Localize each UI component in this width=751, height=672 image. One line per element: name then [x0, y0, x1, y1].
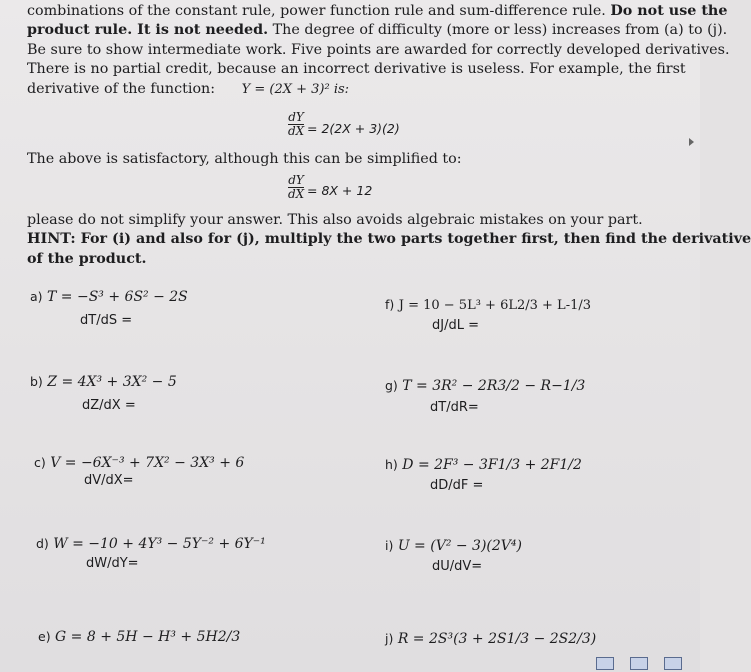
scroll-arrow-icon: [689, 138, 694, 146]
problem-h: h) D = 2F³ − 3F1/3 + 2F1/2: [385, 457, 582, 473]
example-function: Y = (2X + 3)² is:: [241, 81, 350, 97]
problem-j: j) R = 2S³(3 + 2S1/3 − 2S2/3): [385, 631, 597, 647]
problem-b: b) Z = 4X³ + 3X² − 5: [30, 374, 177, 390]
problem-d: d) W = −10 + 4Y³ − 5Y⁻² + 6Y⁻¹: [36, 536, 266, 552]
hint-block: [27, 211, 751, 269]
app-icon[interactable]: [664, 657, 682, 670]
intro-line-2: The degree of difficulty (more or less) increases from (a) to (j).: [272, 22, 728, 39]
answer-prompt-g: dT/dR=: [430, 400, 479, 415]
hint-line-2: of the product.: [27, 250, 147, 267]
app-icon[interactable]: [596, 657, 614, 670]
example-2-fraction: $\frac{dY}{dX}$: [288, 173, 305, 201]
hint-line-1: HINT: For (i) and also for (j), multiply the two parts together first, then find the derivative: [27, 231, 751, 248]
intro-line-5: derivative of the function:: [27, 80, 216, 97]
answer-prompt-c: dV/dX=: [84, 473, 134, 488]
app-icon[interactable]: [630, 657, 648, 670]
intro-line-1-bold: Do not use the: [610, 3, 728, 19]
problem-i: i) U = (V² − 3)(2V⁴): [385, 538, 522, 554]
problem-a: a) T = −S³ + 6S² − 2S: [30, 289, 188, 305]
answer-prompt-i: dU/dV=: [432, 559, 483, 574]
satisfactory-text: The above is satisfactory, although this can be simplified to:: [27, 151, 462, 167]
intro-line-4: There is no partial credit, because an incorrect derivative is useless. For example, the first: [27, 61, 686, 78]
problem-e: e) G = 8 + 5H − H³ + 5H2/3: [38, 629, 241, 645]
answer-prompt-b: dZ/dX =: [82, 398, 136, 413]
example-1-fraction: $\frac{dY}{dX}$: [288, 110, 305, 138]
answer-prompt-a: dT/dS =: [80, 313, 133, 328]
problem-c: c) V = −6X⁻³ + 7X² − 3X³ + 6: [34, 455, 245, 471]
taskbar-strip: [500, 658, 700, 672]
no-simplify-note: please do not simplify your answer. This also avoids algebraic mistakes on your part.: [27, 212, 643, 228]
problem-g: g) T = 3R² − 2R3/2 − R−1/3: [385, 378, 586, 394]
instructions: [27, 2, 730, 99]
problem-f: f) J = 10 − 5L³ + 6L2/3 + L-1/3: [385, 297, 592, 313]
answer-prompt-f: dJ/dL =: [432, 318, 479, 333]
answer-prompt-d: dW/dY=: [86, 556, 139, 571]
answer-prompt-h: dD/dF =: [430, 478, 484, 493]
example-1-rhs: = 2(2X + 3)(2): [307, 121, 400, 136]
example-2-rhs: = 8X + 12: [307, 183, 373, 198]
intro-line-1: combinations of the constant rule, power function rule and sum-difference rule.: [27, 3, 606, 19]
intro-line-3: Be sure to show intermediate work. Five points are awarded for correctly developed derivatives.: [27, 41, 730, 58]
intro-line-2-bold: product rule. It is not needed.: [27, 22, 269, 39]
